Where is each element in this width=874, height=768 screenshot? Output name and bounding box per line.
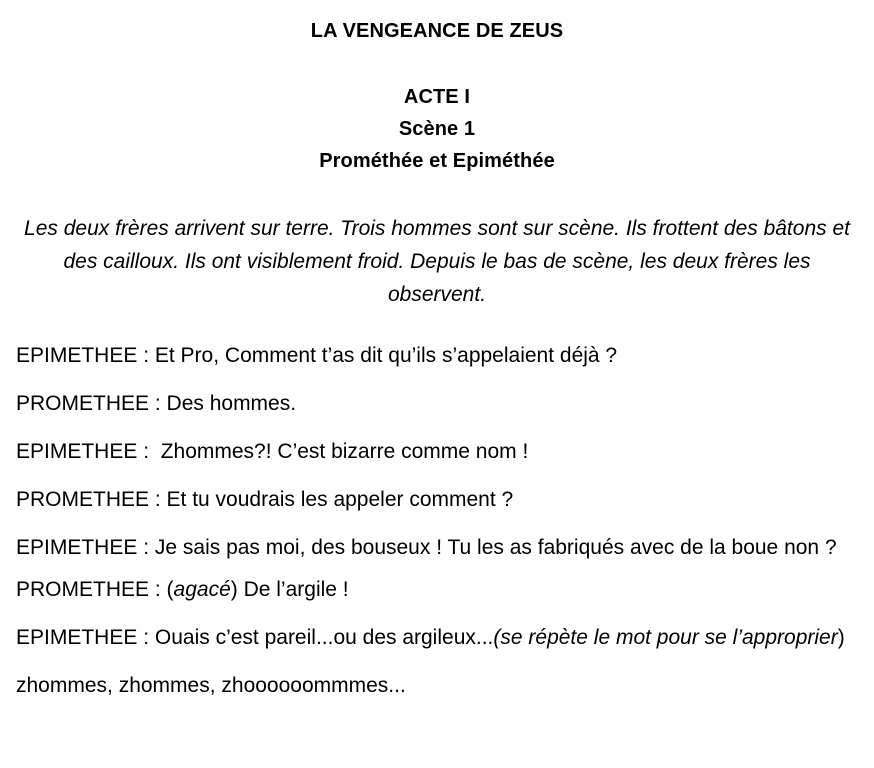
speaker-name: PROMETHEE: [16, 578, 150, 601]
line-text-after: ) zhommes, zhommes, zhoooooommmes...: [16, 626, 845, 697]
line-text: Et Pro, Comment t’as dit qu’ils s’appelaient déjà ?: [154, 344, 618, 367]
speaker-separator: :: [149, 488, 167, 511]
dialogue-line: [16, 338, 858, 386]
speaker-separator: :: [149, 578, 167, 601]
speaker-name: EPIMETHEE: [16, 536, 138, 559]
speaker-separator: :: [137, 536, 155, 559]
dialogue-line: [16, 614, 858, 710]
dialogue-line: [16, 482, 858, 530]
dialogue-line: [16, 524, 858, 572]
speaker-separator: :: [137, 440, 155, 463]
speaker-name: EPIMETHEE: [16, 440, 138, 463]
dialogue-line: [16, 386, 858, 434]
speaker-name: PROMETHEE: [16, 488, 150, 511]
speaker-separator: :: [149, 392, 167, 415]
line-text: Des hommes.: [166, 392, 297, 415]
dialogue: [16, 338, 858, 704]
line-text-before: (: [166, 578, 174, 601]
act-heading: ACTE I: [403, 86, 471, 108]
line-text-after: ) De l’argile !: [230, 578, 349, 601]
line-text: Zhommes?! C’est bizarre comme nom !: [154, 440, 529, 463]
stage-direction: Les deux frères arrivent sur terre. Trois hommes sont sur scène. Ils frottent des bâtons et des cailloux. Ils ont visiblement froid. Depuis le bas de scène, les deux frères les observent.: [24, 217, 850, 306]
dialogue-line: [16, 434, 858, 482]
speaker-name: PROMETHEE: [16, 392, 150, 415]
speaker-separator: :: [137, 344, 155, 367]
stage-direction-inline: agacé: [173, 578, 231, 601]
scene-heading: Scène 1: [398, 118, 476, 140]
line-text-before: Ouais c’est pareil...ou des argileux...: [154, 626, 494, 649]
speaker-name: EPIMETHEE: [16, 344, 138, 367]
stage-direction-inline: (se répète le mot pour se l’approprier: [493, 626, 838, 649]
play-title: LA VENGEANCE DE ZEUS: [310, 20, 564, 42]
line-text: Je sais pas moi, des bouseux ! Tu les as fabriqués avec de la boue non ?: [154, 536, 837, 559]
scene-characters: Prométhée et Epiméthée: [319, 150, 555, 172]
line-text: Et tu voudrais les appeler comment ?: [166, 488, 514, 511]
speaker-separator: :: [137, 626, 155, 649]
speaker-name: EPIMETHEE: [16, 626, 138, 649]
dialogue-line: [16, 572, 858, 620]
